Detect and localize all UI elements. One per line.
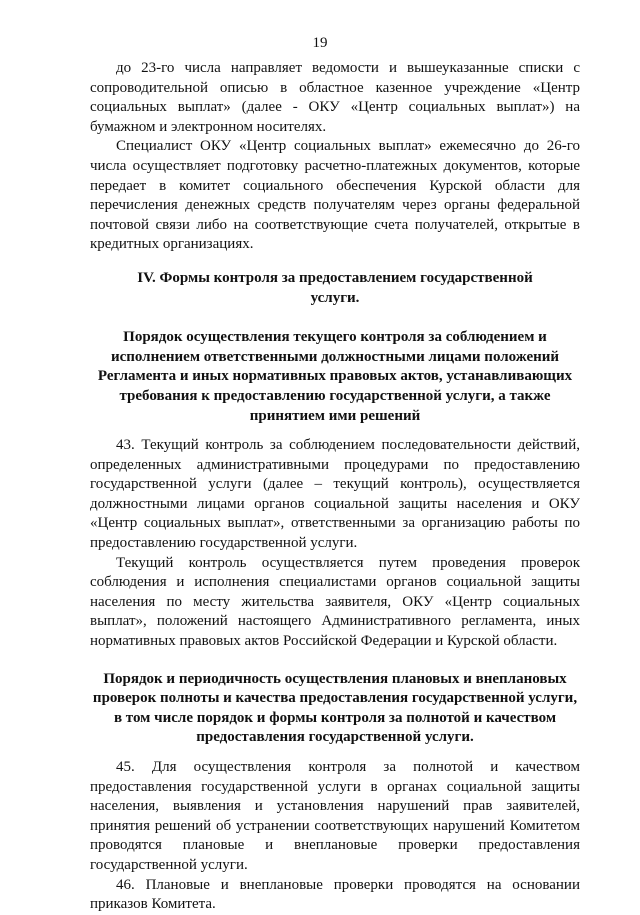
paragraph-45: 45. Для осуществления контроля за полнотой и качеством предоставления государственной услуги в органах социальной защиты населения, выявления и установления нарушений прав заявителей, принятия решений об устранении соответствующих нарушений Комитетом проводятся плановые и внеплановые проверки предоставления государственной услуги. [90, 759, 580, 873]
paragraph-43: 43. Текущий контроль за соблюдением последовательности действий, определенных административными процедурами по предоставлению государственной услуги (далее – текущий контроль), осуществляется должностными лицами органов социальной защиты населения и ОКУ «Центр социальных выплат», ответственными за организацию работы по предоставлению государственной услуги. [90, 437, 580, 552]
page-number: 19 [312, 35, 328, 51]
paragraph-46: 46. Плановые и внеплановые проверки проводятся на основании приказов Комитета. [90, 876, 580, 913]
subheading-current-control: Порядок осуществления текущего контроля за соблюдением и исполнением ответственными должностными лицами положений Регламента и иных нормативных правовых актов, устанавливающих требования к предоставлению государственной услуги, а также принятием ими решений [97, 329, 573, 424]
section-heading-iv: IV. Формы контроля за предоставлением государственной услуги. [137, 269, 533, 306]
subheading-planned-inspections: Порядок и периодичность осуществления плановых и внеплановых проверок полноты и качества предоставления государственной услуги, в том числе порядок и формы контроля за полнотой и качеством предоставления государственной услуги. [92, 670, 578, 746]
page-content [90, 59, 580, 915]
paragraph-current-control-method: Текущий контроль осуществляется путем проведения проверок соблюдения и исполнения специалистами органов социальной защиты населения по месту жительства заявителя, ОКУ «Центр социальных выплат», положений настоящего Административного регламента, иных нормативных правовых актов Российской Федерации и Курской области. [90, 554, 580, 650]
paragraph-continuation: до 23-го числа направляет ведомости и вышеуказанные списки с сопроводительной описью в областное казенное учреждение «Центр социальных выплат» (далее - ОКУ «Центр социальных выплат») на бумажном и электронном носителях. [90, 60, 580, 135]
paragraph-okucsv-documents: Специалист ОКУ «Центр социальных выплат» ежемесячно до 26-го числа осуществляет подготовку расчетно-платежных документов, которые передает в комитет социального обеспечения Курской области для перечисления денежных средств получателям через органы федеральной почтовой связи либо на соответствующие счета получателей, открытые в кредитных организациях. [90, 138, 580, 253]
